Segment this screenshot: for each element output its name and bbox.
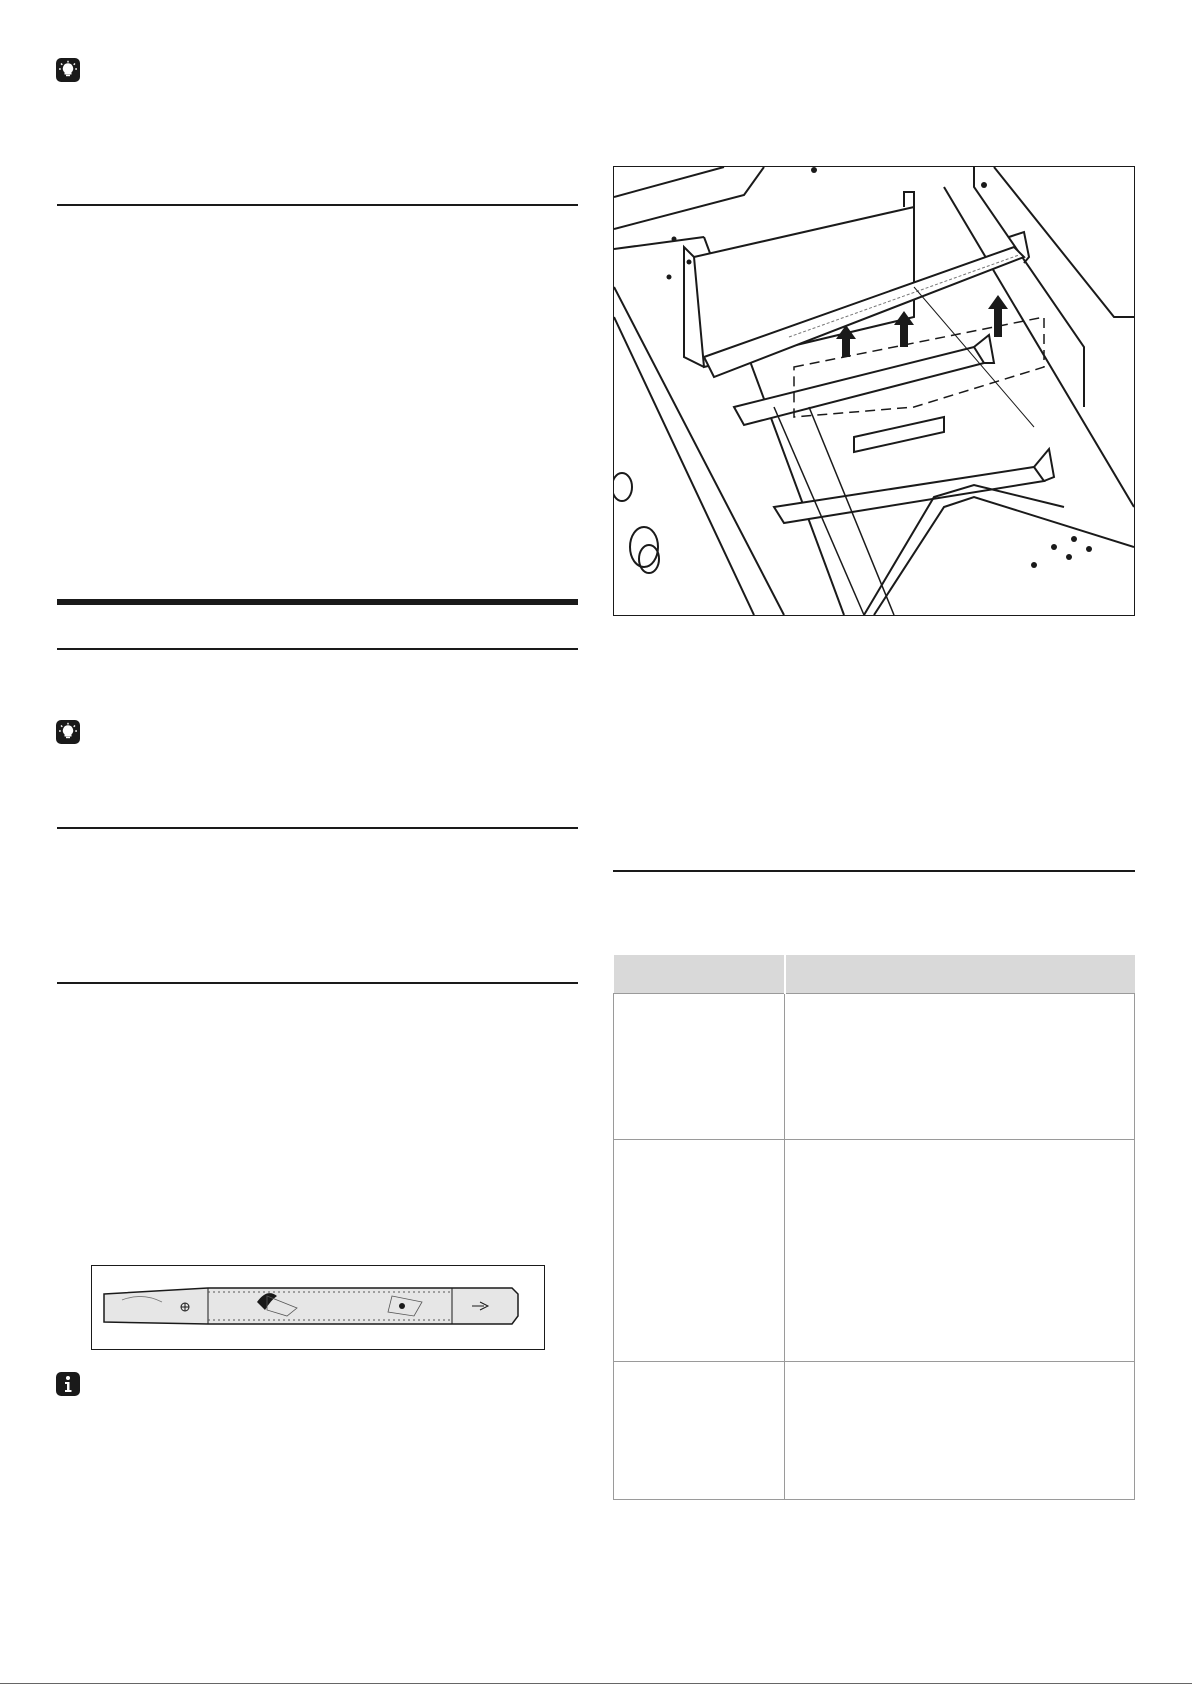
- info-icon: [56, 1372, 80, 1396]
- table-header-cell: [614, 955, 785, 994]
- table-cell: [614, 994, 785, 1140]
- section-rule: [57, 827, 578, 829]
- section-rule: [57, 982, 578, 984]
- table-cell: [785, 1362, 1135, 1500]
- lightbulb-icon: [56, 720, 80, 744]
- burner-tube-illustration: [91, 1265, 545, 1350]
- table-cell: [785, 994, 1135, 1140]
- table-cell: [785, 1140, 1135, 1362]
- section-rule: [57, 648, 578, 650]
- table-header-cell: [785, 955, 1135, 994]
- section-rule: [57, 204, 578, 206]
- page-bottom-rule: [0, 1683, 1192, 1684]
- table-row: [614, 1362, 1135, 1500]
- table-cell: [614, 1140, 785, 1362]
- troubleshooting-table: [613, 955, 1135, 1500]
- section-rule: [613, 870, 1135, 872]
- table-row: [614, 1140, 1135, 1362]
- burner-removal-illustration: [613, 166, 1135, 616]
- table-row: [614, 994, 1135, 1140]
- section-heavy-rule: [57, 599, 578, 605]
- table-cell: [614, 1362, 785, 1500]
- lightbulb-icon: [56, 58, 80, 82]
